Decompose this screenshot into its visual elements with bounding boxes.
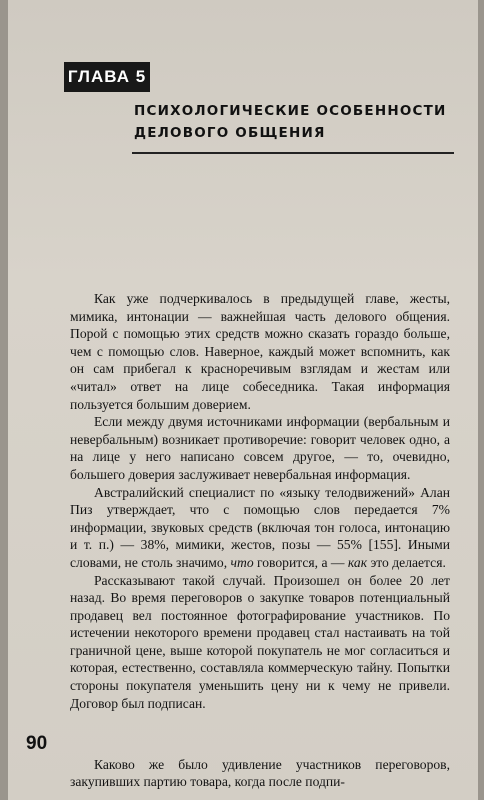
paragraph-4: Рассказывают такой случай. Произошел он более 20 лет назад. Во время переговоров о закупке товаров потенциальный продавец вел постоянное фотографирование участников. По истечении некоторого времени продавец стал настаивать на той граничной цене, выше которой покупатель не мог согласиться и которая, естественно, составляла коммерческую тайну. Попытки стороны покупателя уменьшить цену ни к чему не привели. Договор был подписан. — [70, 572, 450, 711]
chapter-label: ГЛАВА 5 — [67, 67, 147, 86]
paragraph-2: Если между двумя источниками информации (вербальным и невербальным) возникает противоречие: говорит человек одно, а на лице у него написано совсем другое, — то, очевидно, большего доверия заслуживает невербальная информация. — [70, 414, 450, 482]
book-page — [8, 0, 478, 800]
paragraph-5-text: Каково же было удивление участников переговоров, закупивших партию товара, когда после подпи- — [70, 756, 450, 790]
page-number: 90 — [26, 733, 48, 754]
paragraph-3-part-c: это делается. — [367, 554, 446, 570]
chapter-title — [134, 100, 454, 144]
paragraph-3 — [70, 484, 450, 572]
body-text — [70, 290, 450, 712]
title-underline — [132, 152, 454, 154]
emphasis-what: что — [230, 554, 254, 570]
emphasis-how: как — [347, 554, 368, 570]
paragraph-3-part-b: говорится, а — — [253, 554, 348, 570]
chapter-title-line-2: ДЕЛОВОГО ОБЩЕНИЯ — [134, 125, 326, 141]
bleed-through-shadow — [158, 0, 458, 320]
paragraph-5 — [70, 756, 450, 791]
paragraph-3-part-a: Австралийский специалист по «языку телодвижений» Алан Пиз утверждает, что с помощью слов передается 7% информации, звуковых средств (включая тон голоса, интонацию и т. п.) — 38%, мимики, жестов, позы — 55% [155]. Иными словами, не столь значимо, — [70, 484, 450, 570]
chapter-title-line-1: ПСИХОЛОГИЧЕСКИЕ ОСОБЕННОСТИ — [134, 103, 447, 119]
paragraph-1: Как уже подчеркивалось в предыдущей главе, жесты, мимика, интонации — важнейшая часть делового общения. Порой с помощью этих средств можно сказать гораздо больше, чем с помощью слов. Наверное, каждый может вспомнить, как он сам прибегал к красноречивым взглядам и жестам или «читал» ответ на лице собеседника. Такая информация пользуется большим доверием. — [70, 291, 450, 412]
chapter-label-box — [64, 62, 150, 92]
